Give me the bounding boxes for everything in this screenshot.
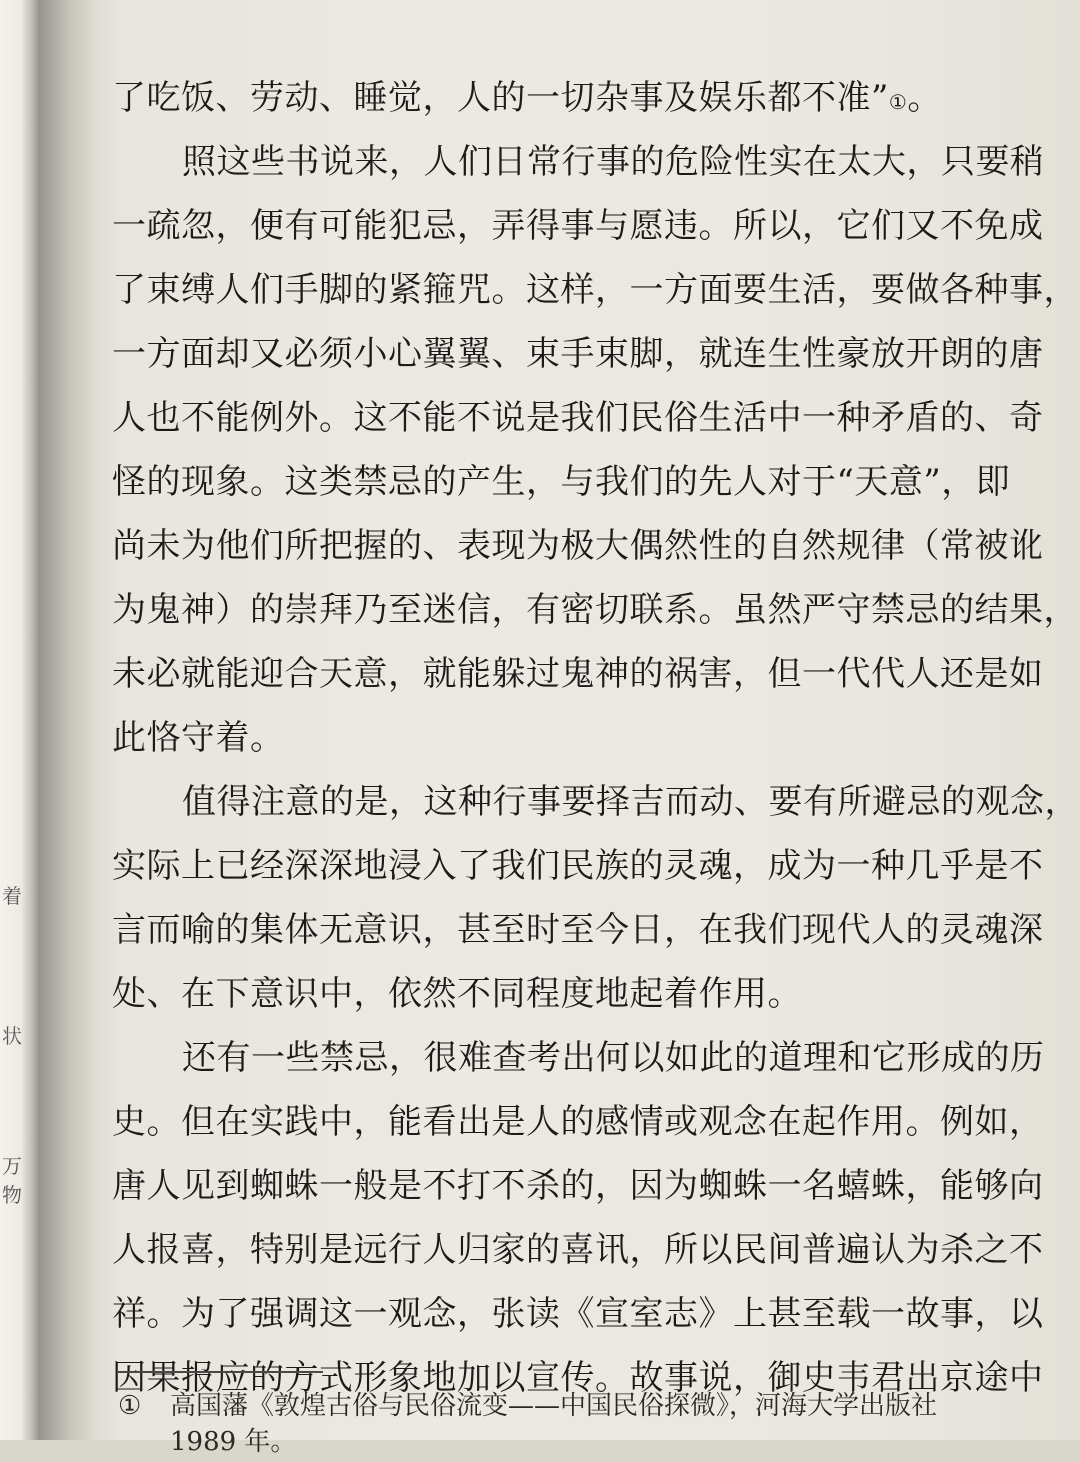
text-line: 一方面却又必须小心翼翼、束手束脚，就连生性豪放开朗的唐 (112, 334, 1044, 374)
footnote (118, 1386, 938, 1462)
text-line: 史。但在实践中，能看出是人的感情或观念在起作用。例如， (112, 1102, 1044, 1142)
paragraph-first-line: 还有一些禁忌，很难查考出何以如此的道理和它形成的历 (182, 1038, 1045, 1078)
footnote-line (118, 1386, 938, 1426)
paragraph-first-line: 值得注意的是，这种行事要择吉而动、要有所避忌的观念， (182, 782, 1079, 822)
footnote-number: ① (118, 1391, 142, 1421)
text-line: 怪的现象。这类禁忌的产生，与我们的先人对于“天意”，即 (112, 462, 1011, 502)
footnote-text: 高国藩《敦煌古俗与民俗流变——中国民俗探微》，河海大学出版社 (170, 1391, 938, 1421)
previous-page-fragment: 着 (2, 884, 22, 908)
paragraph-last-line: 处、在下意识中，依然不同程度地起着作用。 (112, 974, 802, 1014)
previous-page-fragment: 万物 (2, 1154, 22, 1207)
text-line: 唐人见到蜘蛛一般是不打不杀的，因为蜘蛛一名蟢蛛，能够向 (112, 1166, 1044, 1206)
text-line: 实际上已经深深地浸入了我们民族的灵魂，成为一种几乎是不 (112, 846, 1044, 886)
line-text: 。 (907, 78, 942, 118)
previous-page-fragment: 状 (2, 1024, 22, 1048)
text-line: 一疏忽，便有可能犯忌，弄得事与愿违。所以，它们又不免成 (112, 206, 1044, 246)
text-line (112, 66, 944, 130)
footnote-text-continued: 1989 年。 (170, 1427, 297, 1457)
line-text: 了吃饭、劳动、睡觉，人的一切杂事及娱乐都不准” (112, 78, 889, 118)
previous-page-edge (0, 0, 38, 1440)
text-line: 未必就能迎合天意，就能躲过鬼神的祸害，但一代代人还是如 (112, 654, 1044, 694)
text-line: 人也不能例外。这不能不说是我们民俗生活中一种矛盾的、奇 (112, 398, 1044, 438)
body-text (112, 66, 1079, 1410)
text-line: 祥。为了强调这一观念，张读《宣室志》上甚至载一故事，以 (112, 1294, 1044, 1334)
paragraph-last-line: 此恪守着。 (112, 718, 285, 758)
text-line: 言而喻的集体无意识，甚至时至今日，在我们现代人的灵魂深 (112, 910, 1044, 950)
text-line: 尚未为他们所把握的、表现为极大偶然性的自然规律（常被讹 (112, 526, 1044, 566)
paragraph-first-line: 照这些书说来，人们日常行事的危险性实在太大，只要稍 (182, 142, 1045, 182)
text-line: 人报喜，特别是远行人归家的喜讯，所以民间普遍认为杀之不 (112, 1230, 1044, 1270)
text-line: 为鬼神）的崇拜乃至迷信，有密切联系。虽然严守禁忌的结果， (112, 590, 1078, 630)
footnote-reference: ① (888, 90, 908, 114)
page-gutter-shadow (38, 0, 98, 1440)
footnote-separator (118, 1371, 323, 1373)
text-line: 因果报应的方式形象地加以宣传。故事说，御史韦君出京途中 (112, 1358, 1044, 1398)
text-line: 了束缚人们手脚的紧箍咒。这样，一方面要生活，要做各种事， (112, 270, 1078, 310)
